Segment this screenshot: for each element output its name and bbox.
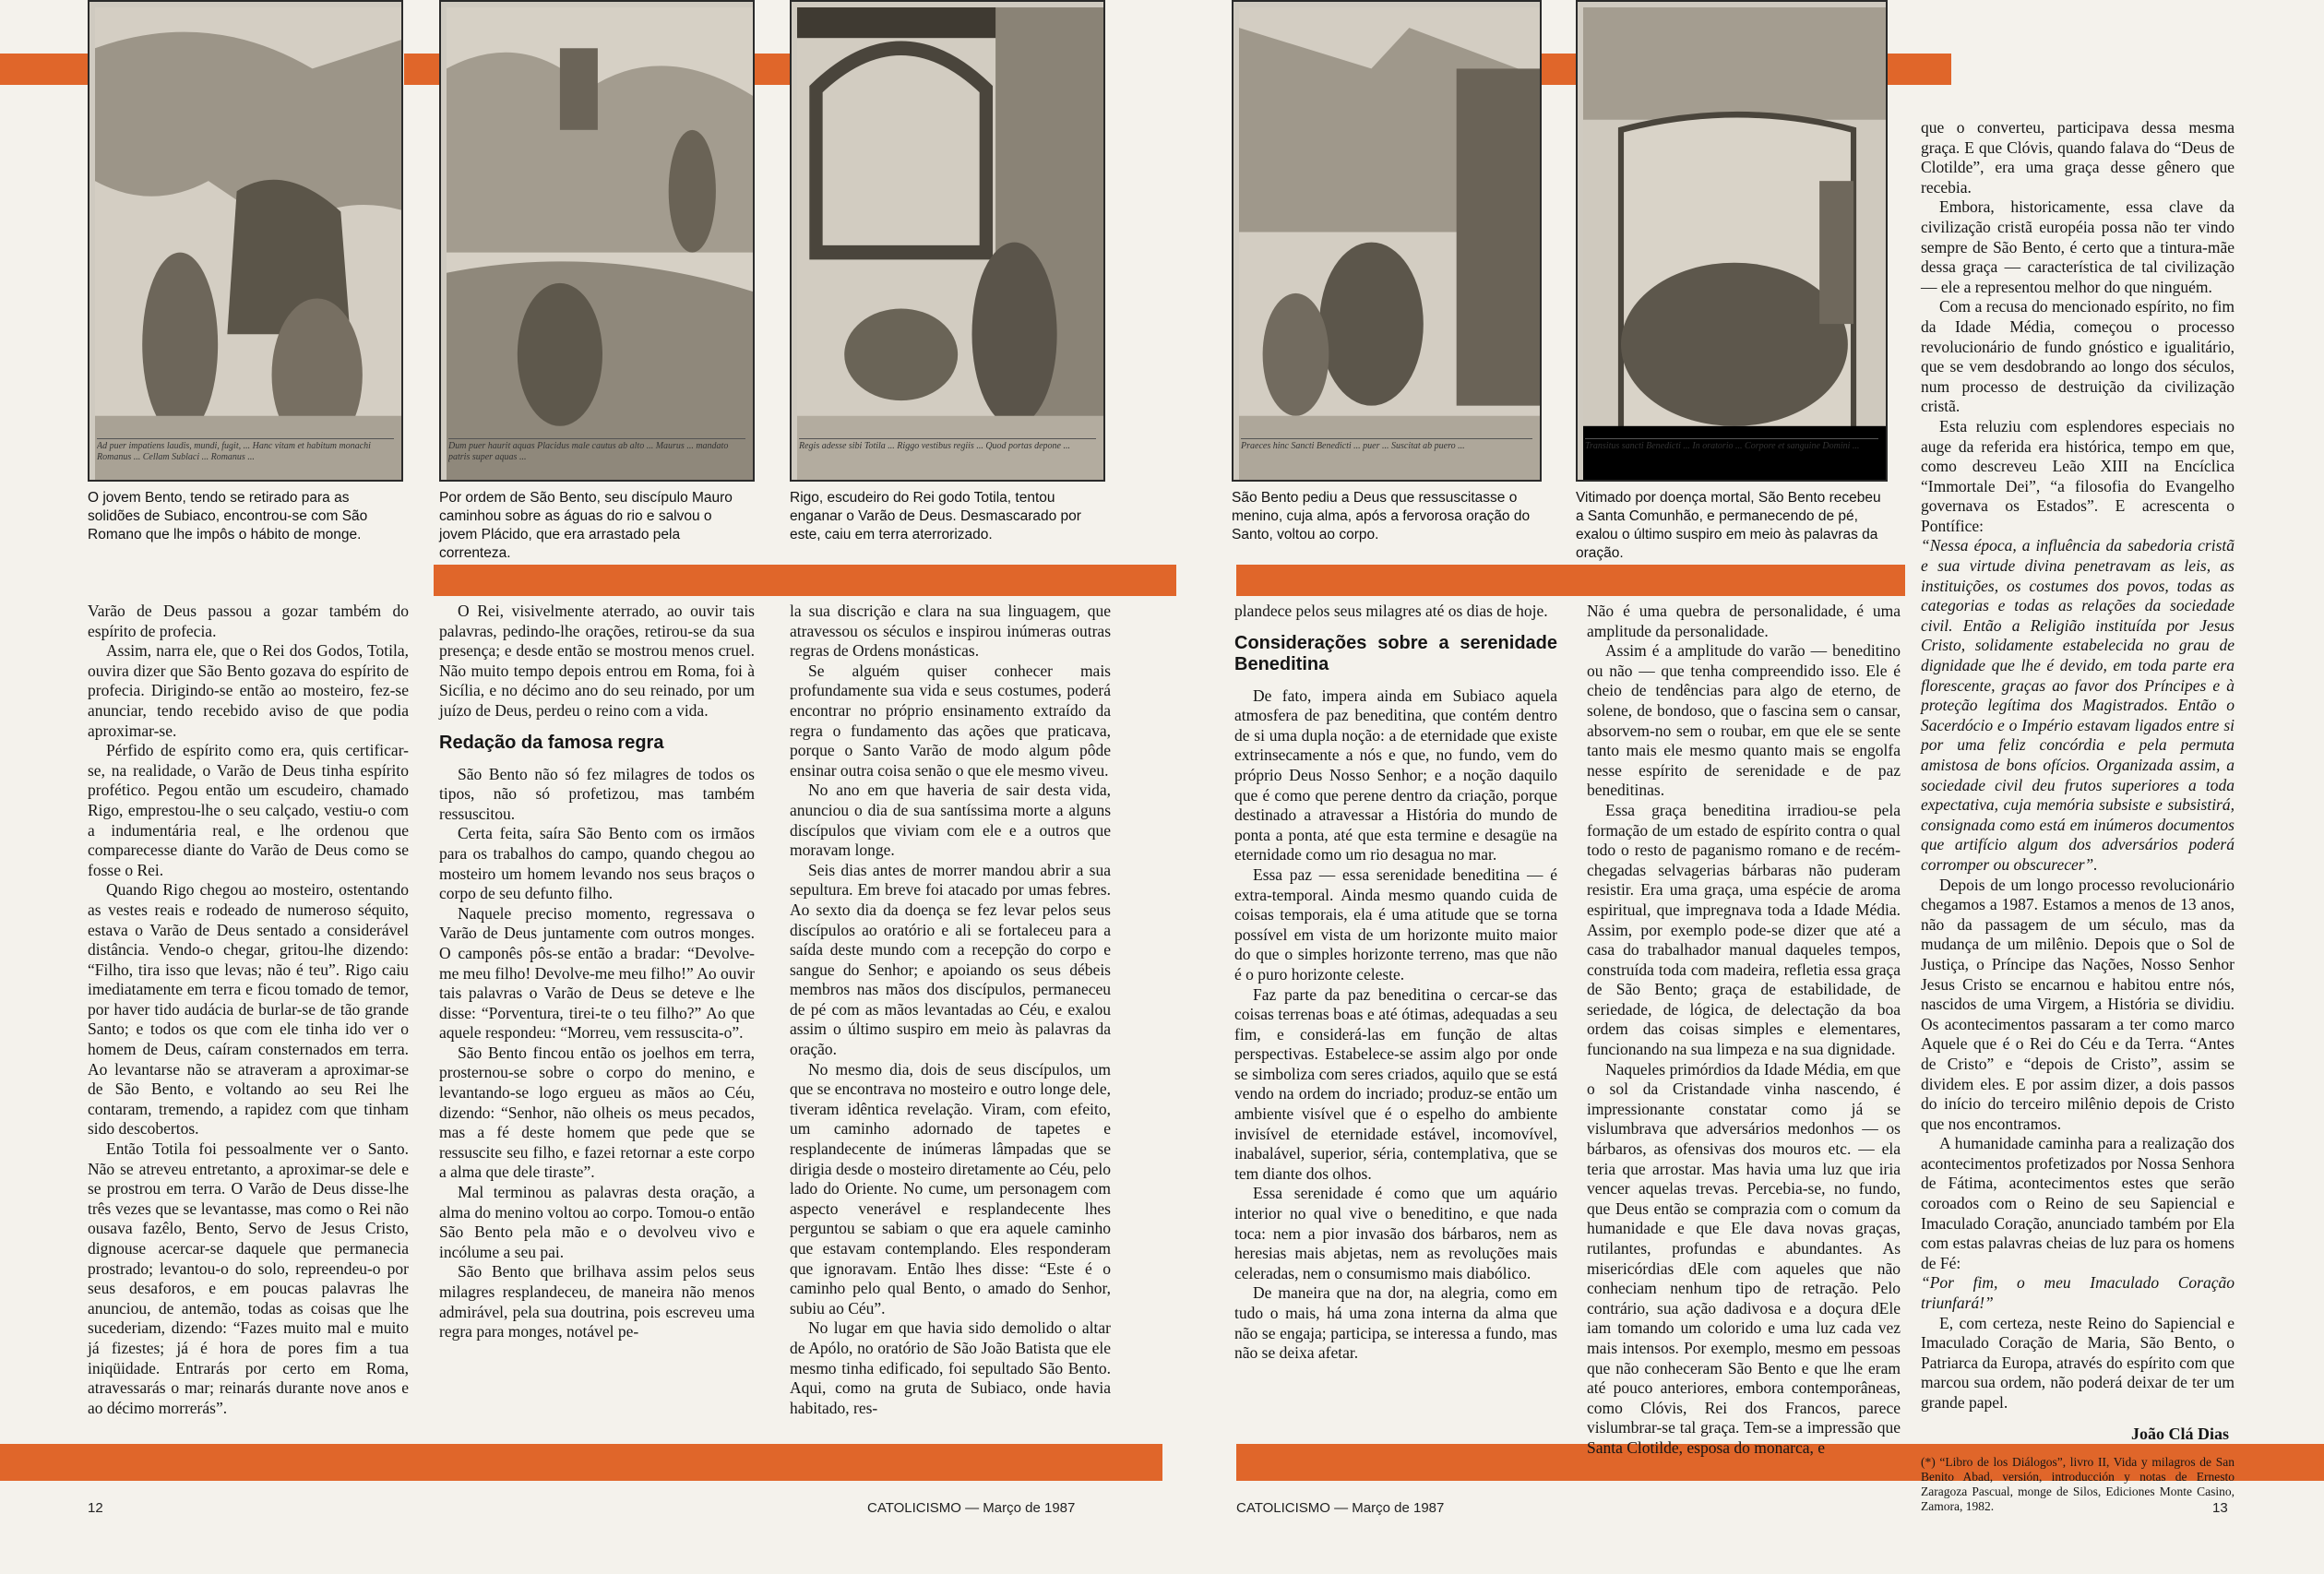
col2-para: O Rei, visivelmente aterrado, ao ouvir tais palavras, pedindo-lhe orações, retirou-se da sua presença; e desde então se mostrou menos cruel. Não muito tempo depois entrou em Roma, foi à Sicília, e no décimo ano do seu reinado, por um juízo de Deus, perdeu o reino com a vida. — [439, 602, 755, 720]
col4-para: De maneira que na dor, na alegria, como em tudo o mais, há uma zona interna da alma que não se engaja; participa, se interessa a fundo, mas não se deixa afetar. — [1234, 1283, 1557, 1363]
article-column-6 — [1921, 118, 2235, 1514]
engraving-2 — [439, 0, 755, 482]
col5-para: Assim é a amplitude do varão — beneditino ou não — que tenha compreendido isso. Ele é cheio de tendências para algo de eterno, de solene, de bondoso, que o fascina sem o cansar, absorvem-no sem o roubar, em que ele se sente tanto mais ele mesmo quanto mais se engolfa nesse espírito de serenidade e de paz beneditinas. — [1587, 641, 1901, 800]
engraving-maurus-placidus-icon — [447, 7, 755, 482]
mid-bar-left — [434, 565, 1176, 596]
caption-4: São Bento pediu a Deus que ressuscitasse o menino, cuja alma, após a fervorosa oração do Santo, voltou ao corpo. — [1232, 490, 1531, 543]
col1-para: Varão de Deus passou a gozar também do espírito de profecia. — [88, 602, 409, 640]
col3-para: Se alguém quiser conhecer mais profundamente sua vida e seus costumes, poderá encontrar no próprio ensinamento extraído da regra o fundamento das ações que praticava, porque o Santo Varão de modo algum pôde ensinar outra coisa senão o que ele mesmo viveu. — [790, 661, 1111, 780]
col6-para: Depois de um longo processo revolucionário chegamos a 1987. Estamos a menos de 13 anos, não da passagem de um século, mas da mudança de um milênio. Depois que o Sol de Justiça, o Príncipe das Nações, Nosso Senhor Jesus Cristo se encarnou e habitou entre nós, nascidos de uma Virgem, a História se dividiu. Os acontecimentos passaram a ter como marco Aquele que é o Rei do Céu e da Terra. “Antes de Cristo” e “depois de Cristo”, assim se dividem eles. E por assim dizer, a dois passos do início do terceiro milênio depois de Cristo que nos encontramos. — [1921, 875, 2235, 1133]
footnote: (*) “Libro de los Diálogos”, livro II, Vida y milagros de San Benito Abad, versión, introducción y notas de Ernesto Zaragoza Pascual, monge de Silos, Ediciones Monte Casino, Zamora, 1982. — [1921, 1455, 2235, 1514]
article-column-3 — [790, 602, 1111, 1418]
col1-para: Assim, narra ele, que o Rei dos Godos, Totila, ouvira dizer que São Bento gozava do espírito de profecia. Dirigindo-se então ao mosteiro, fez-se anunciar, tendo recebido aviso de que podia aproximar-se. — [88, 641, 409, 740]
col5-para: Naqueles primórdios da Idade Média, em que o sol da Cristandade vinha nascendo, é impressionante constatar como já se vislumbrava que adversários medonhos — os bárbaros, as ofensivas dos mouros etc. — ela teria que arrostar. Mas havia uma luz que iria vencer aquelas trevas. Percebia-se, no fundo, que Deus então se comprazia com o comum da humanidade e que Ele dava novas graças, rutilantes, profundas e abundantes. As misericórdias dEle com aqueles que não conheciam nenhum tipo de retração. Pelo contrário, sua ação dadivosa e a doçura dEle iam tomando um colorido e uma luz cada vez mais intensos. Por exemplo, mesmo em pessoas que não conheceram São Bento e que lhe eram até pouco anteriores, embora contemporâneas, como Clóvis, Rei dos Francos, parece vislumbrar-se tal graça. Tem-se a impressão que Santa Clotilde, esposa do monarca, e — [1587, 1059, 1901, 1457]
col6-para: E, com certeza, neste Reino do Sapiencial e Imaculado Coração de Maria, São Bento, o Patriarca da Europa, através do espírito com que marcou sua ordem, não poderá deixar de ter um grande papel. — [1921, 1313, 2235, 1412]
engraving-2-inscription: Dum puer haurit aquas Placidus male cautus ab alto ... Maurus ... mandato patris super aquas ... — [448, 438, 745, 474]
col3-para: Seis dias antes de morrer mandou abrir a sua sepultura. Em breve foi atacado por umas febres. Ao sexto dia da doença se fez levar pelos seus discípulos ao oratório e ali se fortaleceu para a saída deste mundo com a recepção do corpo e sangue do Senhor; e apoiando os seus débeis membros nas mãos dos discípulos, permaneceu de pé com as mãos levantadas ao Céu, e exalou assim o último suspiro em meio às palavras da oração. — [790, 860, 1111, 1059]
col6-para: Com a recusa do mencionado espírito, no fim da Idade Média, começou o processo revolucionário de fundo gnóstico e igualitário, que se vem desdobrando ao longo dos séculos, num processo de destruição da civilização cristã. — [1921, 297, 2235, 416]
page-number-right: 13 — [2212, 1500, 2228, 1516]
col2-para: Naquele preciso momento, regressava o Varão de Deus juntamente com outros monges. O camponês pôs-se então a bradar: “Devolve-me meu filho! Devolve-me meu filho!” Ao ouvir tais palavras o Varão de Deus se deteve e lhe disse: “Porventura, tirei-te o teu filho?” Ao que aquele respondeu: “Morreu, vem ressuscita-o”. — [439, 903, 755, 1043]
col1-para: Quando Rigo chegou ao mosteiro, ostentando as vestes reais e rodeado de numeroso séquito, estava o Varão de Deus sentado a considerável distância. Vendo-o chegar, gritou-lhe dizendo: “Filho, tira isso que levas; não é teu”. Rigo caiu imediatamente em terra e ficou tomado de temor, por haver tido audácia de burlar-se de tão grande Santo; e todos os que com ele tinha ido ver o homem de Deus, caíram consternados em terra. Ao levantarse não se atraveram a aproximar-se de São Bento, e voltando ao seu Rei lhe contaram, tremendo, a rapidez com que tinham sido descobertos. — [88, 880, 409, 1139]
author-signature: João Clá Dias — [2130, 1424, 2229, 1443]
page-number-left: 12 — [88, 1500, 103, 1516]
section-heading-serenidade: Considerações sobre a serenidade Beneditina — [1234, 632, 1557, 674]
engraving-3 — [790, 0, 1105, 482]
bottom-bar-left — [0, 1444, 1162, 1481]
top-bar-right — [1887, 54, 1951, 85]
col5-para: Não é uma quebra de personalidade, é uma amplitude da personalidade. — [1587, 602, 1901, 640]
col3-para: No mesmo dia, dois de seus discípulos, um que se encontrava no mosteiro e outro longe dele, tiveram idêntica revelação. Viram, com efeito, um caminho adornado de tapetes e resplandecente de inúmeras lâmpadas que se dirigia desde o mosteiro diretamente ao Céu, pelo lado do Oriente. No cume, um personagem com aspecto venerável e resplandecente lhes perguntou se sabiam o que era aquele caminho que estavam contemplando. Eles responderam que ignoravam. Então lhes disse: “Este é o caminho pelo qual Bento, o amado do Senhor, subiu ao Céu”. — [790, 1059, 1111, 1318]
col6-para: A humanidade caminha para a realização dos acontecimentos profetizados por Nossa Senhora de Fátima, acontecimentos estes que serão coroados com o Reino de seu Sapiencial e Imaculado Coração, anunciado também por Ela com estas palavras cheias de luz para os homens de Fé: — [1921, 1134, 2235, 1272]
engraving-5 — [1576, 0, 1888, 482]
col4-para: Essa serenidade é como que um aquário interior no qual vive o beneditino, e que nada toca: nem a pior invasão dos bárbaros, nem as heresias mais abjetas, nem as revoluções mais celeradas, nem o consumismo mais diabólico. — [1234, 1184, 1557, 1282]
col2-para: São Bento que brilhava assim pelos seus milagres resplandeceu, de maneira não menos admirável, pela sua doutrina, pois escreveu uma regra para monges, notável pe- — [439, 1262, 755, 1341]
engraving-4-inscription: Praeces hinc Sancti Benedicti ... puer ... Suscitat ab puero ... — [1241, 438, 1532, 474]
engraving-resurrection-icon — [1239, 7, 1542, 482]
engraving-1 — [88, 0, 403, 482]
col1-para: Então Totila foi pessoalmente ver o Santo. Não se atreveu entretanto, a aproximar-se dele e se prostrou em terra. O Varão de Deus disse-lhe três vezes que se levantasse, mas como o Rei não ousava fazêlo, Bento, Servo de Jesus Cristo, dignouse acercar-se daquele que permanecia prostrado; levantou-o do solo, repreendeu-o por seus desaforos, e em poucas palavras lhe anunciou, de antemão, todas as coisas que lhe sucederiam, dizendo: “Fazes muito mal e muito já fizestes; já é hora de pores fim a tua iniqüidade. Entrarás por certo em Roma, atravessarás o mar; reinarás durante nove anos e ao décimo morrerás”. — [88, 1139, 409, 1417]
section-heading-regra: Redação da famosa regra — [439, 732, 664, 753]
caption-3: Rigo, escudeiro do Rei godo Totila, tentou enganar o Varão de Deus. Desmascarado por este, caiu em terra aterrorizado. — [790, 490, 1081, 543]
col5-para: Essa graça beneditina irradiou-se pela formação de um estado de espírito contra o qual todo o resto de paganismo romano e de recém-chegadas selvagerias bárbaras não puderam resistir. Era uma graça, uma espécie de aroma espiritual, que impregnava toda a Idade Média. Assim, por exemplo pode-se dizer que até a casa do trabalhador manual daqueles tempos, construída toda com madeira, refletia essa graça de São Bento; graça de estabilidade, de seriedade, de lógica, de delectação da boa ordem das coisas simples e elementares, funcionando na sua limpeza e na sua dignidade. — [1587, 800, 1901, 1059]
col3-para: No ano em que haveria de sair desta vida, anunciou o dia de sua santíssima morte a alguns discípulos que viviam com ele e a outros que moravam longe. — [790, 781, 1111, 860]
col4-para: De fato, impera ainda em Subiaco aquela atmosfera de paz beneditina, que contém dentro de si uma dupla noção: a de eternidade que existe extrinsecamente a nós e que, no fundo, vem do próprio Deus Nosso Senhor; e a noção daquilo que é como que perene dentro da criação, porque destinado a atravessar a História do mundo de ponta a ponta, até que esta termine e desagüe na eternidade como um rio desagua no mar. — [1234, 686, 1557, 865]
engraving-3-inscription: Regis adesse sibi Totila ... Riggo vestibus regiis ... Quod portas depone ... — [799, 438, 1096, 474]
caption-5: Vitimado por doença mortal, São Bento recebeu a Santa Comunhão, e permanecendo de pé, exalou o último suspiro em meio às palavras da oração. — [1576, 490, 1881, 561]
top-bar-left — [0, 54, 88, 85]
col4-para: plandece pelos seus milagres até os dias de hoje. — [1234, 602, 1548, 620]
fatima-quote: “Por fim, o meu Imaculado Coração triunfará!” — [1921, 1273, 2235, 1313]
col2-para: São Bento fincou então os joelhos em terra, prosternou-se sobre o corpo do menino, e levantando-se logo ergueu as mãos ao Céu, dizendo: “Senhor, não olheis os meus pecados, mas a fé deste homem que pede que se ressuscite seu filho, e fazei retornar a este corpo a alma que dele tiraste”. — [439, 1043, 755, 1182]
engraving-death-icon — [1583, 7, 1888, 482]
caption-2: Por ordem de São Bento, seu discípulo Mauro caminhou sobre as águas do rio e salvou o jovem Plácido, que era arrastado pela correnteza. — [439, 490, 733, 561]
col2-para: Certa feita, saíra São Bento com os irmãos para os trabalhos do campo, quando chegou ao mosteiro um homem levando nos seus braços o corpo de seu defunto filho. — [439, 824, 755, 903]
article-column-1 — [88, 602, 409, 1418]
col1-para: Pérfido de espírito como era, quis certificar-se, na realidade, o Varão de Deus tinha espírito profético. Pegou então um escudeiro, chamado Rigo, emprestou-lhe o seu calçado, vestiu-o com a indumentária real, e lhe ordenou que comparecesse diante do Varão de Deus como se fosse o Rei. — [88, 741, 409, 879]
article-column-4 — [1234, 602, 1557, 1364]
mid-bar-right — [1236, 565, 1905, 596]
col2-para: São Bento não só fez milagres de todos os tipos, não só profetizou, mas também ressuscitou. — [439, 764, 755, 823]
caption-1: O jovem Bento, tendo se retirado para as solidões de Subiaco, encontrou-se com São Romano que lhe impôs o hábito de monge. — [88, 490, 368, 543]
col2-para: Mal terminou as palavras desta oração, a alma do menino voltou ao corpo. Tomou-o então São Bento pela mão e o devolveu vivo e incólume a seu pai. — [439, 1183, 755, 1261]
engraving-1-inscription: Ad puer impatiens laudis, mundi, fugit, ... Hanc vitam et habitum monachi Romanus ... Cellam Sublaci ... Romanus ... — [97, 438, 394, 474]
article-column-2 — [439, 602, 755, 1342]
engraving-totila-rigo-icon — [797, 7, 1105, 482]
top-bar-gap-2 — [755, 54, 790, 85]
magazine-footer-left: CATOLICISMO — Março de 1987 — [867, 1500, 1076, 1516]
col3-para: No lugar em que havia sido demolido o altar de Apólo, no oratório de São João Batista que ele mesmo tinha edificado, foi sepultado São Bento. Aqui, como na gruta de Subiaco, onde havia habitado, res- — [790, 1318, 1111, 1417]
col3-para: la sua discrição e clara na sua linguagem, que atravessou os séculos e inspirou inúmeras outras regras de Ordens monásticas. — [790, 602, 1111, 661]
article-column-5 — [1587, 602, 1901, 1459]
col6-para: que o converteu, participava dessa mesma graça. E que Clóvis, quando falava do “Deus de Clotilde”, era uma graça desse gênero que recebia. — [1921, 118, 2235, 197]
engraving-st-romanus-icon — [95, 7, 403, 482]
engraving-5-inscription: Transitus sancti Benedicti ... In oratorio ... Corpore et sanguine Domini ... — [1585, 438, 1878, 474]
engraving-4 — [1232, 0, 1542, 482]
encyclical-quote: “Nessa época, a influência da sabedoria cristã e sua virtude divina penetravam as leis, as instituições, os costumes dos povos, todas as categorias e todas as relações da sociedade civil. Então a Religião instituída por Jesus Cristo, solidamente estabelecida no grau de dignidade que lhe é devido, em toda parte era florescente, graças ao favor dos Príncipes e à proteção legítima dos Magistrados. Então o Sacerdócio e o Império estavam ligados entre si por uma feliz concórdia e pela permuta amistosa de bons ofícios. Organizada assim, a sociedade civil deu frutos superiores a toda expectativa, cuja memória subsiste e subsistirá, consignada como está em inúmeros documentos que artifício algum dos adversários poderá corromper ou obscurecer”. — [1921, 536, 2235, 874]
col4-para: Faz parte da paz beneditina o cercar-se das coisas terrenas boas e até ótimas, adequadas a seu fim, e considerá-las em função de altas perspectivas. Estabelece-se assim algo por onde se simboliza com seres criados, aquilo que se está vendo na ordem do incriado; produz-se então um ambiente visível que é o espelho do ambiente invisível de eternidade estável, incomovível, inabalável, superior, séria, contemplativa, que se tem diante dos olhos. — [1234, 984, 1557, 1183]
col6-para: Esta reluziu com esplendores especiais no auge da referida era histórica, tempo em que, como descreveu Leão XIII na Encíclica “Immortale Dei”, “a filosofia do Evangelho governava os Estados”. E acrescenta o Pontífice: — [1921, 416, 2235, 535]
col4-para: Essa paz — essa serenidade beneditina — é extra-temporal. Ainda mesmo quando cuida de coisas temporais, ela é uma atitude que se torna possível em vista de um horizonte muito maior do que o simples horizonte terreno, mas que não é o puro horizonte celeste. — [1234, 865, 1557, 984]
col6-para: Embora, historicamente, essa clave da civilização cristã européia possa não ter vindo sempre de São Bento, é certo que a tintura-mãe dessa graça — característica de tal civilização — ele a representou melhor do que ninguém. — [1921, 197, 2235, 296]
top-bar-gap-3 — [1541, 54, 1576, 85]
top-bar-gap-1 — [404, 54, 439, 85]
magazine-footer-right: CATOLICISMO — Março de 1987 — [1236, 1500, 1445, 1516]
